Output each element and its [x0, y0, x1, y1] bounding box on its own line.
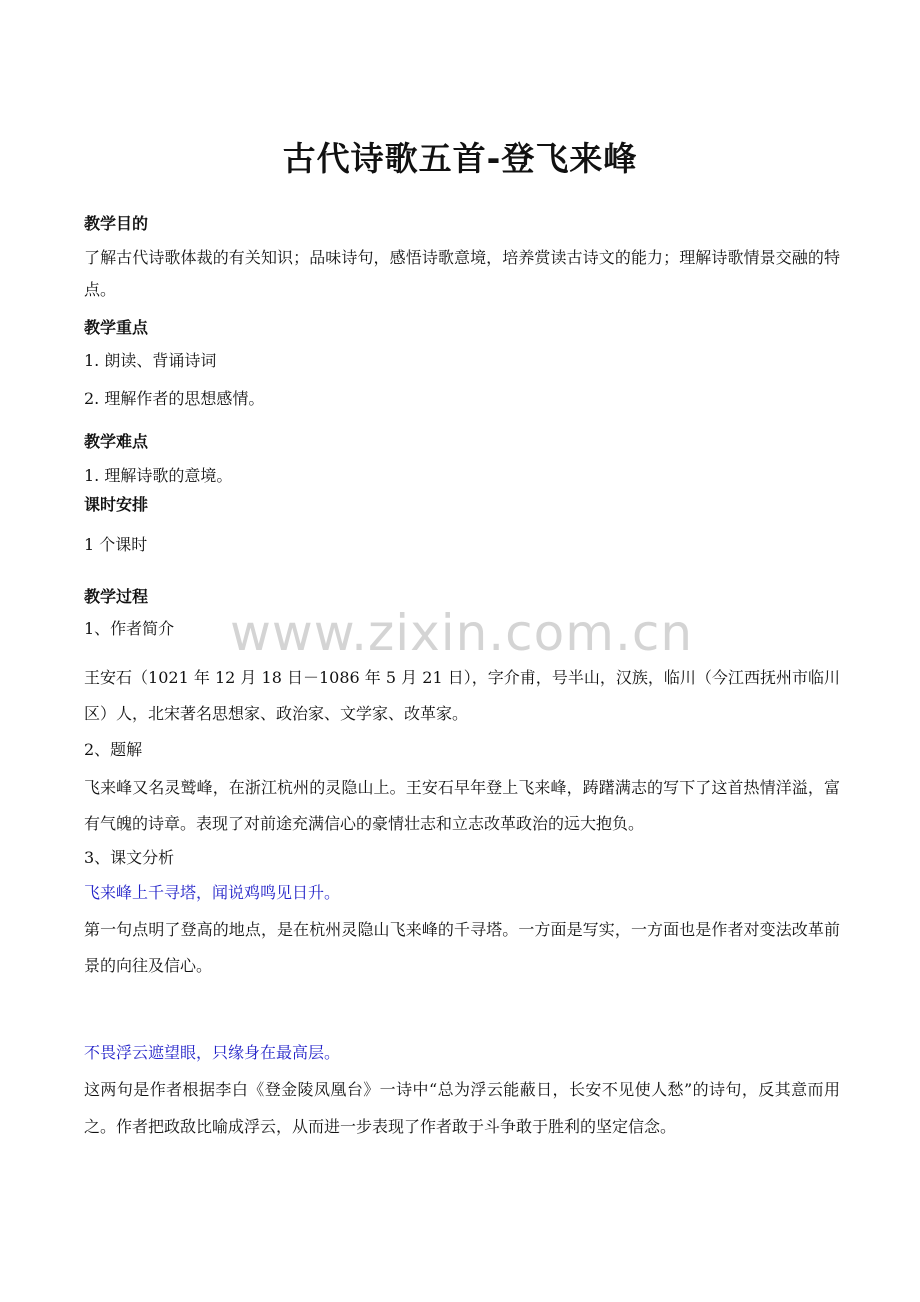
heading-difficulties: 教学难点	[84, 432, 149, 451]
poem-line-1: 飞来峰上千寻塔，闻说鸡鸣见日升。	[84, 883, 341, 902]
poem-line-2: 不畏浮云遮望眼，只缘身在最高层。	[84, 1043, 341, 1062]
heading-schedule: 课时安排	[84, 495, 149, 514]
title-explanation-text: 飞来峰又名灵鹫峰，在浙江杭州的灵隐山上。王安石早年登上飞来峰，踌躇满志的写下了这首热情洋溢，富有气魄的诗章。表现了对前途充满信心的豪情壮志和立志改革政治的远大抱负。	[84, 778, 840, 833]
analysis-2-text: 这两句是作者根据李白《登金陵凤凰台》一诗中“总为浮云能蔽日，长安不见使人愁”的诗句，反其意而用之。作者把政敌比喻成浮云，从而进一步表现了作者敢于斗争敢于胜利的坚定信念。	[84, 1080, 840, 1136]
key-point-item: 1. 朗读、背诵诗词	[84, 351, 217, 370]
watermark: www.zixin.com.cn	[230, 604, 694, 662]
schedule-text: 1 个课时	[84, 535, 148, 554]
heading-objective: 教学目的	[84, 214, 149, 233]
objective-text: 了解古代诗歌体裁的有关知识；品味诗句，感悟诗歌意境，培养赏读古诗文的能力；理解诗歌情景交融的特点。	[84, 248, 840, 299]
key-point-item: 2. 理解作者的思想感情。	[84, 389, 265, 408]
heading-process: 教学过程	[84, 587, 149, 606]
document-title: 古代诗歌五首-登飞来峰	[282, 139, 638, 178]
author-text: 王安石（1021 年 12 月 18 日－1086 年 5 月 21 日），字介甫，号半山，汉族，临川（今江西抚州市临川区）人，北宋著名思想家、政治家、文学家、改革家。	[84, 668, 840, 723]
difficulty-item: 1. 理解诗歌的意境。	[84, 466, 233, 485]
heading-key-points: 教学重点	[84, 318, 149, 337]
subheading-title-explanation: 2、题解	[84, 740, 143, 759]
subheading-author: 1、作者简介	[84, 619, 175, 638]
analysis-1-text: 第一句点明了登高的地点，是在杭州灵隐山飞来峰的千寻塔。一方面是写实，一方面也是作者对变法改革前景的向往及信心。	[84, 920, 840, 975]
subheading-text-analysis: 3、课文分析	[84, 848, 175, 867]
